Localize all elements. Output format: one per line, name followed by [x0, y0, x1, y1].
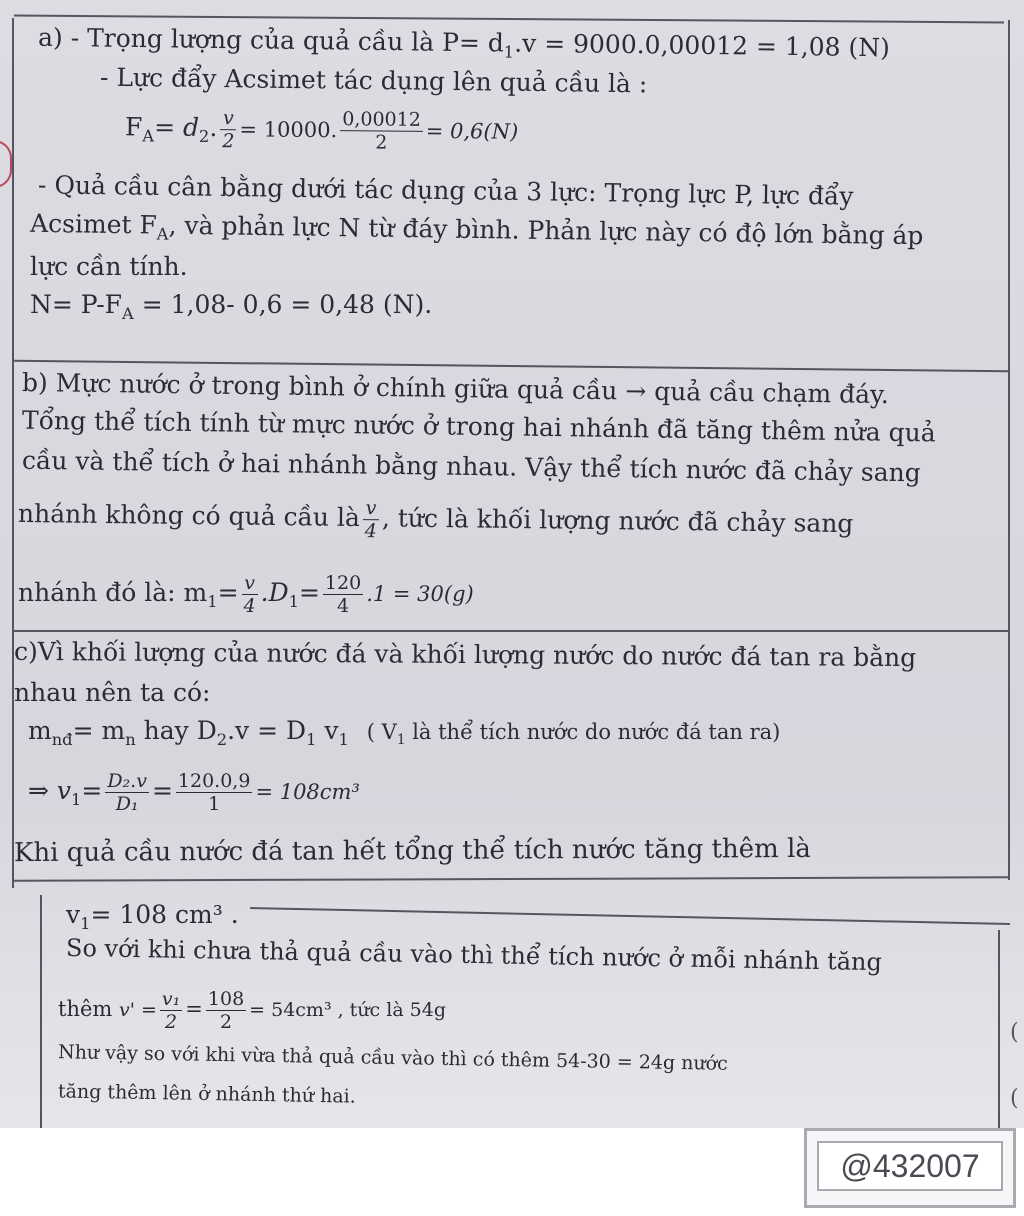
c-line-4: ⇒ $v_1=$ $\frac{\text{D₂.v}}{\text{D₁}}$ = $\frac{120.0,9}{1}$ = 108cm³ — [28, 770, 360, 815]
right-edge-mark-2: ( — [1010, 1086, 1019, 1111]
red-pen-mark — [0, 140, 12, 188]
rule-after-c — [14, 876, 1009, 881]
a-formula-fa: $F_A= d_2$. $\frac{v}{2}$ = 10000. $\frac{0,00012}{2}$ = 0,6(N) — [124, 107, 519, 154]
a-line-2: - Lực đẩy Acsimet tác dụng lên quả cầu là : — [99, 62, 648, 99]
rule-right-d — [998, 930, 1000, 1128]
c-line-3: $m_{nđ}= m_n$ hay $D_2.v = D_1$ $v_1$ ( $V_1$ là thể tích nước do nước đá tan ra) — [28, 716, 781, 749]
b-line-4: nhánh không có quả cầu là $\frac{v}{4}$ , tức là khối lượng nước đã chảy sang — [17, 497, 854, 543]
a-line-6: lực cần tính. — [30, 252, 188, 281]
rule-d-top — [250, 907, 1010, 925]
c-line-2: nhau nên ta có: — [14, 678, 211, 707]
rule-top — [14, 15, 1004, 24]
b-line-2: Tổng thể tích tính từ mực nước ở trong hai nhánh đã tăng thêm nửa quả — [21, 405, 936, 448]
d-line-1: $v_1= 108$ cm³ . — [66, 900, 239, 933]
a-line-7: $N= P-F_A = 1,08-$ 0,6 = 0,48 (N). — [30, 290, 433, 323]
d-line-5: tăng thêm lên ở nhánh thứ hai. — [57, 1080, 356, 1108]
c-line-5: Khi quả cầu nước đá tan hết tổng thể tích nước tăng thêm là — [13, 833, 811, 869]
b-line-5: nhánh đó là: $m_1=$ $\frac{v}{4}$ $.D_1=$ $\frac{120}{4}$ .1 = 30(g) — [18, 572, 474, 617]
c-line-1: c)Vì khối lượng của nước đá và khối lượng nước do nước đá tan ra bằng — [13, 636, 917, 673]
a-line-4: - Quả cầu cân bằng dưới tác dụng của 3 lực: Trọng lực P, lực đẩy — [37, 170, 854, 211]
a-line-1: a) - Trọng lượng của quả cầu là $P= d_1.v = 9000.0,00012 = 1,08$ (N) — [37, 22, 891, 63]
rule-after-b — [14, 630, 1009, 632]
b-line-1: b) Mực nước ở trong bình ở chính giữa quả cầu → quả cầu chạm đáy. — [21, 367, 890, 410]
d-line-4: Như vậy so với khi vừa thả quả cầu vào thì có thêm 54-30 = 24g nước — [57, 1041, 728, 1075]
d-line-2: So với khi chưa thả quả cầu vào thì thể tích nước ở mỗi nhánh tăng — [65, 933, 883, 977]
rule-right — [1008, 20, 1010, 880]
a-line-5: Acsimet $F_A$, và phản lực N từ đáy bình. Phản lực này có độ lớn bằng áp — [29, 208, 924, 251]
rule-left — [12, 18, 14, 888]
right-edge-mark-1: ( — [1010, 1020, 1019, 1045]
watermark-text: @432007 — [817, 1141, 1003, 1191]
watermark-box — [804, 1128, 1016, 1208]
rule-left-d — [40, 895, 42, 1128]
d-line-3: thêm v' = $\frac{\text{v₁}}{2}$ = $\frac{108}{2}$ = 54cm³ , tức là 54g — [58, 988, 447, 1033]
b-line-3: cầu và thể tích ở hai nhánh bằng nhau. Vậy thể tích nước đã chảy sang — [21, 445, 921, 488]
